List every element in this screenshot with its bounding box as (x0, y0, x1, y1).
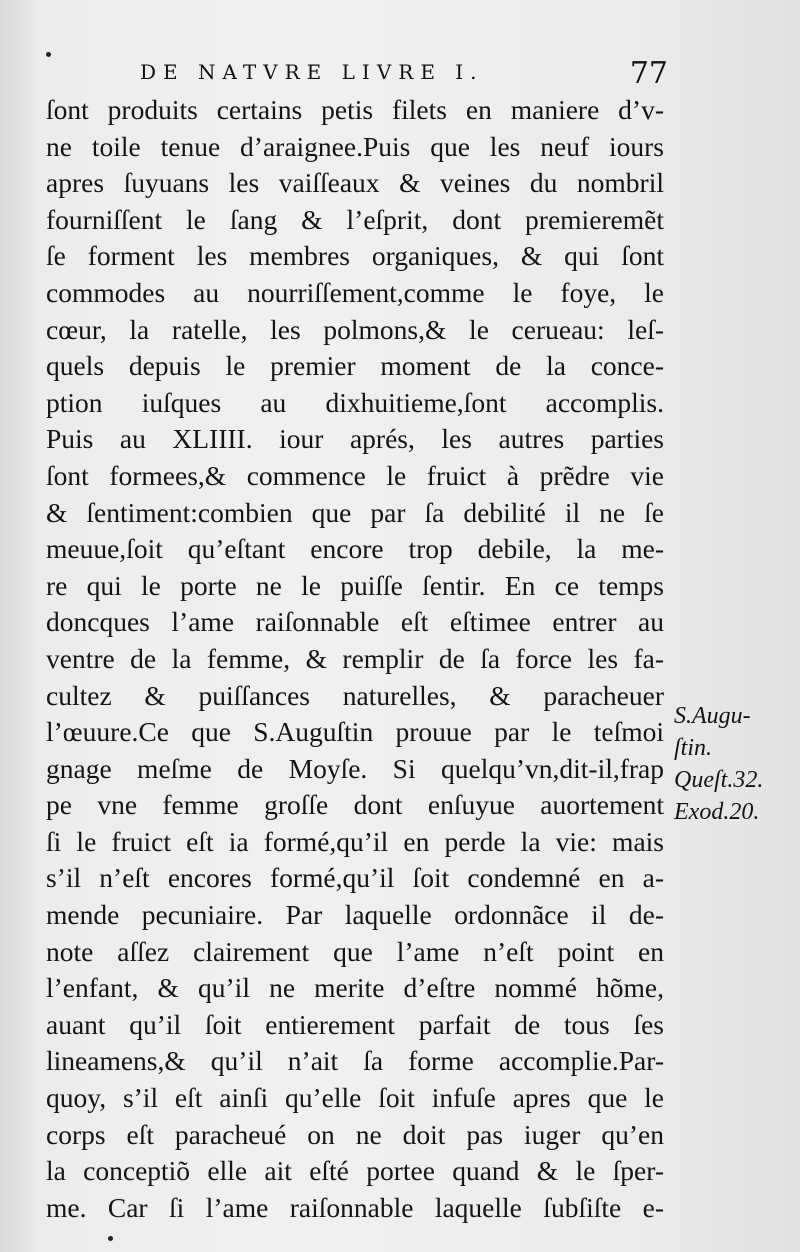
running-head (140, 56, 668, 92)
text-line: l’œuure.Ce que S.Auguſtin prouue par le teſmoi (46, 716, 664, 748)
text-line: ventre de la femme, & remplir de ſa force les fa- (46, 642, 664, 674)
text-line: ption iuſques au dixhuitieme,ſont accomplis. (46, 386, 664, 418)
text-line: s’il n’eſt encores formé,qu’il ſoit condemné en a- (46, 862, 664, 894)
text-line: ſe forment les membres organiques, & qui ſont (46, 240, 664, 272)
margin-note: S.Augu- (674, 703, 751, 729)
text-line: auant qu’il ſoit entierement parfait de tous ſes (46, 1008, 664, 1040)
text-line: ſont produits certains petis filets en maniere d’v- (46, 94, 664, 125)
text-line: apres ſuyuans les vaiſſeaux & veines du nombril (46, 167, 664, 199)
text-line: l’enfant, & qu’il ne merite d’eſtre nommé hõme, (46, 972, 664, 1004)
margin-notes (674, 700, 798, 828)
text-line: cultez & puiſſances naturelles, & paracheuer (46, 679, 664, 711)
running-head-title: DE NATVRE LIVRE I. (140, 60, 484, 84)
text-line: corps eſt paracheué on ne doit pas iuger qu’en (46, 1118, 664, 1150)
body-text (46, 92, 664, 1226)
text-line: commodes au nourriſſement,comme le foye, le (46, 276, 664, 308)
text-line: re qui le porte ne le puiſſe ſentir. En ce temps (46, 569, 664, 601)
text-line: pe vne femme groſſe dont enſuyue auortement (46, 789, 664, 821)
text-line: gnage meſme de Moyſe. Si quelqu’vn,dit-il,frap (46, 752, 664, 784)
text-line: & ſentiment:combien que par ſa debilité il ne ſe (46, 496, 664, 528)
text-line: quoy, s’il eſt ainſi qu’elle ſoit infuſe apres que le (46, 1082, 664, 1114)
margin-note: Queſt.32. (674, 767, 764, 793)
text-line: lineamens,& qu’il n’ait ſa forme accomplie.Par- (46, 1045, 664, 1077)
margin-note: Exod.20. (674, 799, 760, 825)
text-line: fourniſſent le ſang & l’eſprit, dont premieremẽt (46, 203, 664, 235)
text-line: Puis au XLIIII. iour aprés, les autres parties (46, 423, 664, 455)
margin-note: ſtin. (674, 735, 713, 761)
text-line: note aſſez clairement que l’ame n’eſt point en (46, 935, 664, 967)
page-number: 77 (629, 56, 668, 91)
text-line: ſont formees,& commence le fruict à prẽdre vie (46, 459, 664, 491)
text-line: quels depuis le premier moment de la conce- (46, 350, 664, 382)
text-line: ſi le fruict eſt ia formé,qu’il en perde la vie: mais (46, 825, 664, 857)
text-line: mende pecuniaire. Par laquelle ordonnãce il de- (46, 899, 664, 931)
ink-speck (46, 52, 51, 57)
text-line: doncques l’ame raiſonnable eſt eſtimee entrer au (46, 606, 664, 638)
text-line: meuue,ſoit qu’eſtant encore trop debile, la me- (46, 533, 664, 565)
ink-speck (108, 1236, 113, 1241)
text-line: ne toile tenue d’araignee.Puis que les neuf iours (46, 130, 664, 162)
text-line: me. Car ſi l’ame raiſonnable laquelle ſubſiſte e- (46, 1191, 664, 1223)
text-line: cœur, la ratelle, les polmons,& le cerueau: leſ- (46, 313, 664, 345)
text-line: la conceptiõ elle ait eſté portee quand & le ſper- (46, 1155, 664, 1187)
